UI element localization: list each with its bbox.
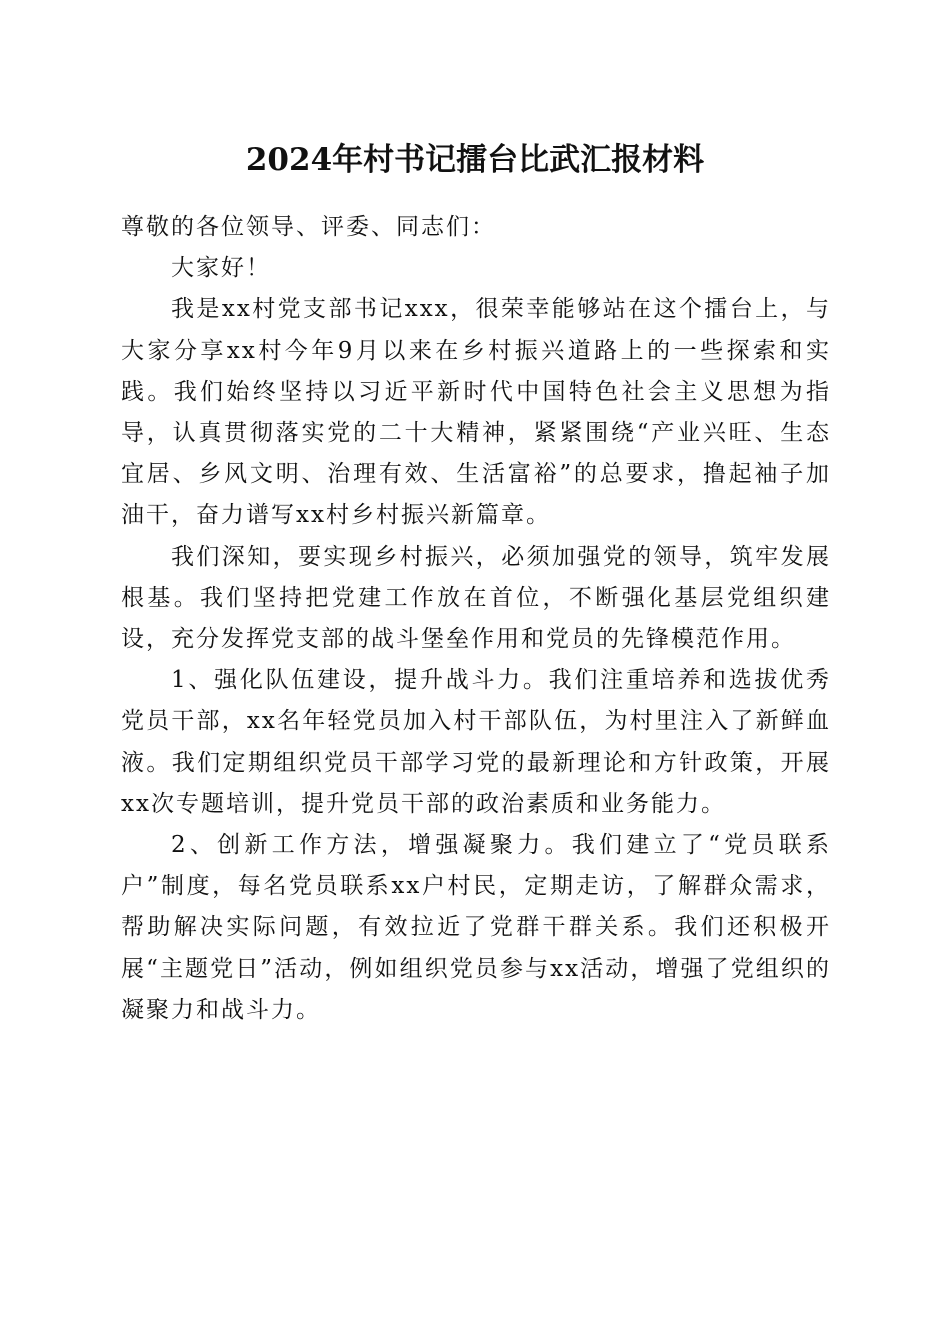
paragraph-team-building: 1、强化队伍建设，提升战斗力。我们注重培养和选拔优秀党员干部，xx名年轻党员加入村干部队伍，为村里注入了新鲜血液。我们定期组织党员干部学习党的最新理论和方针政策，开展xx次专题培训，提升党员干部的政治素质和业务能力。	[121, 667, 831, 817]
paragraph-party-leadership: 我们深知，要实现乡村振兴，必须加强党的领导，筑牢发展根基。我们坚持把党建工作放在首位，不断强化基层党组织建设，充分发挥党支部的战斗堡垒作用和党员的先锋模范作用。	[121, 543, 831, 653]
document-body	[121, 207, 831, 1031]
paragraph-greeting: 大家好！	[171, 255, 271, 282]
paragraph-introduction: 我是xx村党支部书记xxx，很荣幸能够站在这个擂台上，与大家分享xx村今年9月以来在乡村振兴道路上的一些探索和实践。我们始终坚持以习近平新时代中国特色社会主义思想为指导，认真贯彻落实党的二十大精神，紧紧围绕“产业兴旺、生态宜居、乡风文明、治理有效、生活富裕”的总要求，撸起袖子加油干，奋力谱写xx村乡村振兴新篇章。	[121, 296, 831, 529]
document-title: 2024年村书记擂台比武汇报材料	[245, 142, 705, 178]
paragraph-work-methods: 2、创新工作方法，增强凝聚力。我们建立了“党员联系户”制度，每名党员联系xx户村民，定期走访，了解群众需求，帮助解决实际问题，有效拉近了党群干群关系。我们还积极开展“主题党日”活动，例如组织党员参与xx活动，增强了党组织的凝聚力和战斗力。	[121, 832, 831, 1023]
salutation: 尊敬的各位领导、评委、同志们：	[121, 214, 496, 240]
